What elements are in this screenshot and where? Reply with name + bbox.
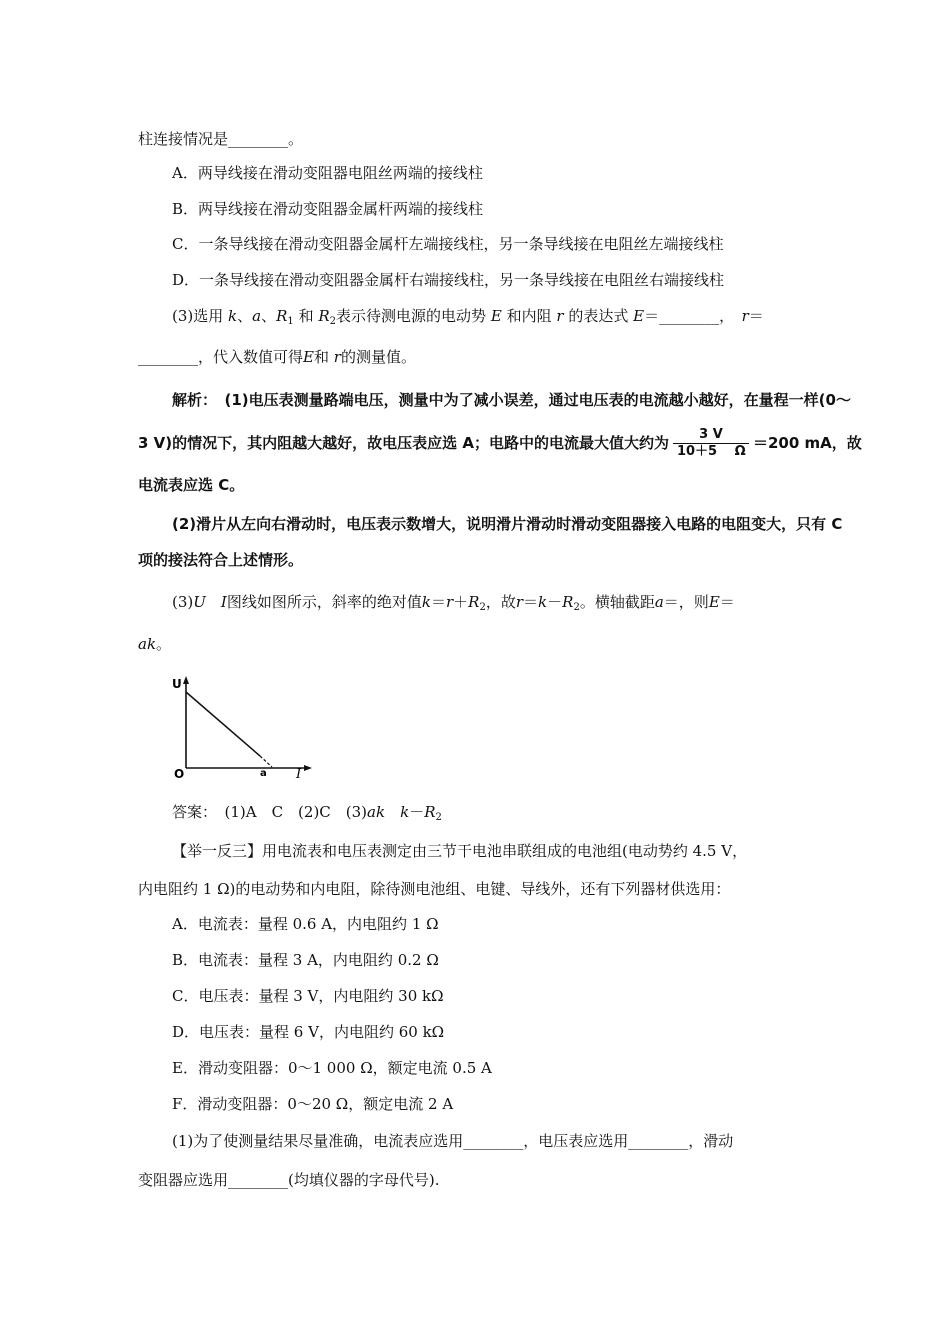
option-a: A．两导线接在滑动变阻器电阻丝两端的接线柱 [172,164,483,182]
analysis-line-5: 项的接法符合上述情形。 [138,551,304,569]
x-arrow [304,765,312,771]
equipment-a: A．电流表：量程 0.6 A，内电阻约 1 Ω [172,915,439,933]
option-d: D．一条导线接在滑动变阻器金属杆右端接线柱，另一条导线接在电阻丝右端接线柱 [172,271,725,289]
origin-label: O [174,767,185,780]
blank: ________ [228,130,289,148]
intercept-label: a [260,768,267,779]
text: 柱连接情况是 [138,130,229,148]
y-arrow [183,676,189,684]
analysis-line-1: 解析： (1)电压表测量路端电压，测量中为了减小误差，通过电压表的电流越小越好，在量程一样(0～ [172,391,851,409]
equipment-c: C．电压表：量程 3 V，内电阻约 30 kΩ [172,987,444,1005]
analysis-line-6: (3)U I图线如图所示，斜率的绝对值$k=r+R_2$，故$r=k-R_2$。横轴截距a＝，则E＝ [172,593,735,613]
example-line-1: 【举一反三】用电流表和电压表测定由三节干电池串联组成的电池组(电动势约 4.5 V， [172,842,748,860]
equipment-b: B．电流表：量程 3 A，内电阻约 0.2 Ω [172,951,439,969]
x-label: I [296,767,302,780]
fraction: $\frac{3 V}{10+5 \Omega}$ [673,427,749,460]
answer-line: 答案： (1)A C (2)C (3)ak $k-R_2$ [172,803,442,823]
example-line-2: 内电阻约 1 Ω)的电动势和内电阻，除待测电池组、电键、导线外，还有下列器材供选用： [138,880,731,898]
ui-line-dashed [260,756,272,767]
question-3: (3)选用 k、a、$R_1$ 和 $R_2$表示待测电源的电动势 E 和内阻 r 的表达式 E＝________， r＝ [172,307,764,327]
analysis-line-2: 3 V)的情况下，其内阻越大越好，故电压表应选 A；电路中的电流最大值大约为 $\frac{3 V}{10+5 \Omega}$ ＝200 mA，故 [138,427,862,459]
ui-line [186,692,260,756]
analysis-line-3: 电流表应选 C。 [138,476,245,494]
equipment-f: F．滑动变阻器：0～20 Ω，额定电流 2 A [172,1095,454,1113]
question-1: (1)为了使测量结果尽量准确，电流表应选用________，电压表应选用________，滑动 [172,1132,734,1150]
y-label: U [172,677,182,691]
u-i-graph [168,668,318,780]
question-3-cont: ________，代入数值可得E和 r的测量值。 [138,348,416,366]
question-line: 柱连接情况是________。 [138,130,304,148]
equipment-e: E．滑动变阻器：0～1 000 Ω，额定电流 0.5 A [172,1059,492,1077]
question-1-cont: 变阻器应选用________(均填仪器的字母代号). [138,1171,440,1189]
equipment-d: D．电压表：量程 6 V，内电阻约 60 kΩ [172,1023,445,1041]
option-c: C．一条导线接在滑动变阻器金属杆左端接线柱，另一条导线接在电阻丝左端接线柱 [172,235,724,253]
analysis-line-7: ak。 [138,635,172,653]
analysis-line-4: (2)滑片从左向右滑动时，电压表示数增大，说明滑片滑动时滑动变阻器接入电路的电阻变大，只有 C [172,515,843,533]
option-b: B．两导线接在滑动变阻器金属杆两端的接线柱 [172,200,484,218]
